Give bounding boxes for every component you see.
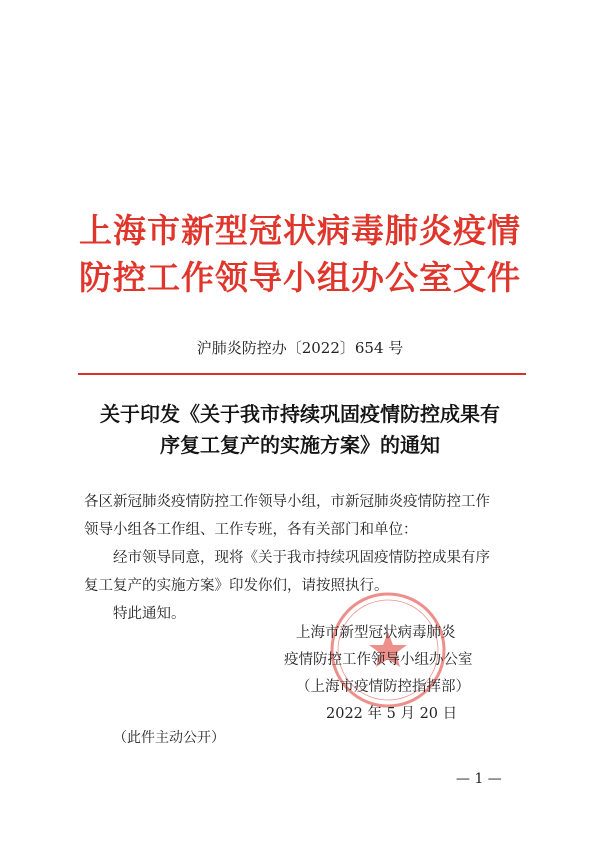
public-note: （此件主动公开） [113, 730, 225, 746]
signature-line-2: 疫情防控工作领导小组办公室 [284, 652, 473, 668]
body-line-1: 各区新冠肺炎疫情防控工作领导小组，市新冠肺炎疫情防控工作 [84, 494, 490, 510]
body-line-4: 复工复产的实施方案》印发你们，请按照执行。 [84, 578, 389, 594]
page-number: — 1 — [456, 771, 502, 787]
red-divider [78, 373, 526, 375]
signature-line-3: （上海市疫情防控指挥部） [296, 679, 470, 695]
body-line-5: 特此通知。 [113, 606, 186, 622]
notice-title-line2: 序复工复产的实施方案》的通知 [160, 433, 440, 457]
header-title-line2: 防控工作领导小组办公室文件 [79, 258, 521, 297]
body-line-2: 领导小组各工作组、工作专班，各有关部门和单位： [84, 522, 418, 538]
document-number: 沪肺炎防控办〔2022〕654 号 [196, 339, 404, 357]
body-line-3: 经市领导同意，现将《关于我市持续巩固疫情防控成果有序 [113, 550, 490, 566]
signature-date: 2022 年 5 月 20 日 [326, 706, 458, 722]
notice-title-line1: 关于印发《关于我市持续巩固疫情防控成果有 [100, 402, 500, 426]
signature-line-1: 上海市新型冠状病毒肺炎 [296, 625, 456, 641]
header-title-line1: 上海市新型冠状病毒肺炎疫情 [79, 211, 521, 250]
